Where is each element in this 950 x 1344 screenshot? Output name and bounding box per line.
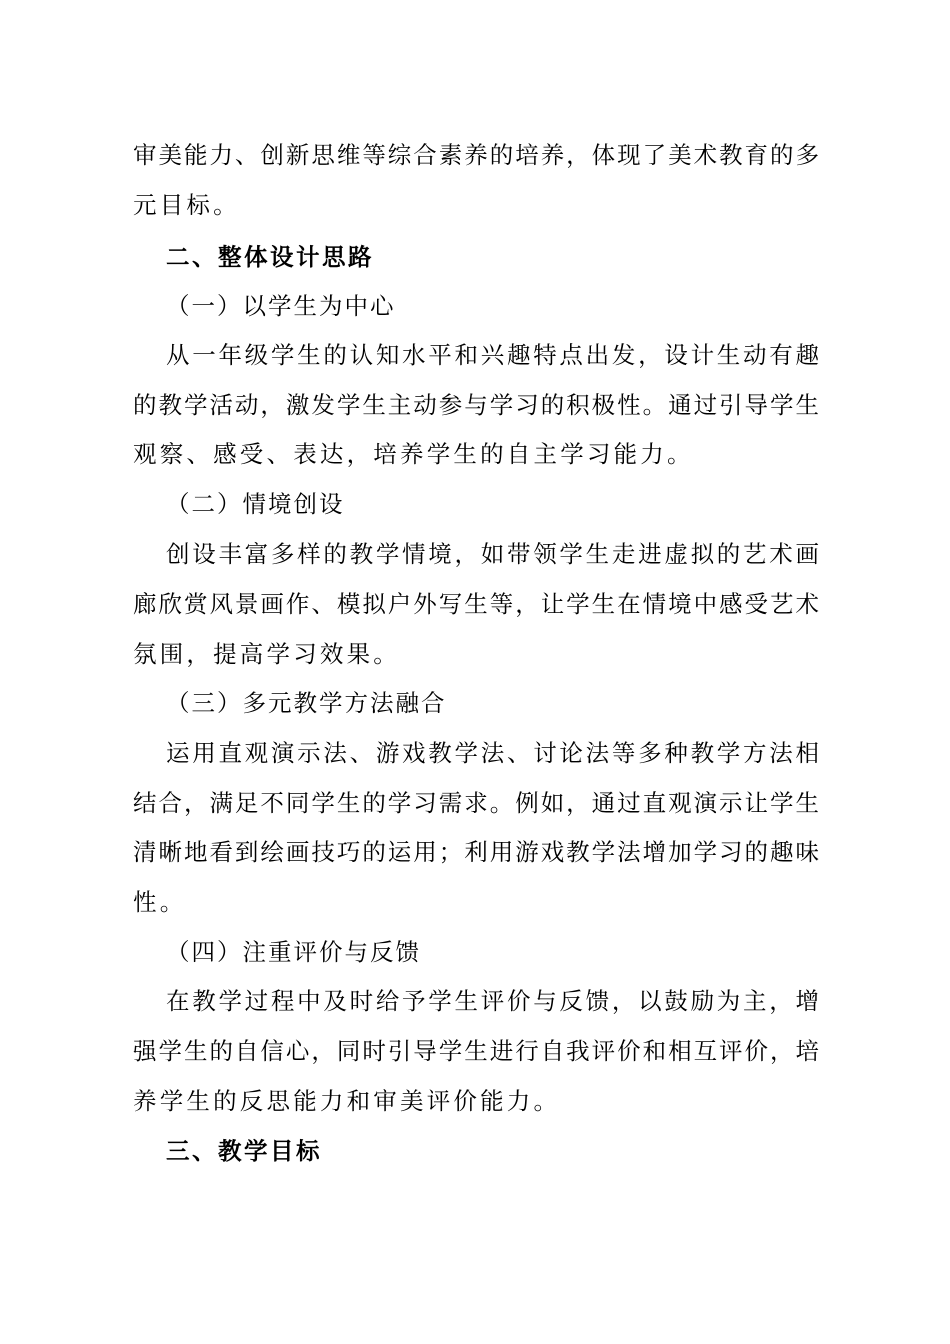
paragraph-line: 氛围，提高学习效果。: [133, 640, 400, 668]
paragraph-line: 在教学过程中及时给予学生评价与反馈，以鼓励为主，增: [166, 987, 819, 1015]
section-heading: 二、整体设计思路: [166, 243, 374, 271]
paragraph-line: 元目标。: [133, 191, 240, 219]
subsection-heading: （一）以学生为中心: [166, 292, 396, 320]
paragraph-line: 的教学活动，激发学生主动参与学习的积极性。通过引导学生: [133, 391, 819, 419]
paragraph-line: 审美能力、创新思维等综合素养的培养，体现了美术教育的多: [133, 141, 819, 169]
section-heading: 三、教学目标: [166, 1137, 322, 1165]
subsection-heading: （二）情境创设: [166, 490, 345, 518]
paragraph-line: 廊欣赏风景画作、模拟户外写生等，让学生在情境中感受艺术: [133, 590, 819, 618]
paragraph-line: 从一年级学生的认知水平和兴趣特点出发，设计生动有趣: [166, 341, 819, 369]
paragraph-line: 观察、感受、表达，培养学生的自主学习能力。: [133, 440, 694, 468]
paragraph-line: 结合，满足不同学生的学习需求。例如，通过直观演示让学生: [133, 789, 819, 817]
paragraph-line: 创设丰富多样的教学情境，如带领学生走进虚拟的艺术画: [166, 540, 819, 568]
paragraph-line: 强学生的自信心，同时引导学生进行自我评价和相互评价，培: [133, 1037, 819, 1065]
paragraph-line: 养学生的反思能力和审美评价能力。: [133, 1087, 561, 1115]
subsection-heading: （三）多元教学方法融合: [166, 689, 447, 717]
paragraph-line: 清晰地看到绘画技巧的运用；利用游戏教学法增加学习的趣味: [133, 838, 819, 866]
paragraph-line: 运用直观演示法、游戏教学法、讨论法等多种教学方法相: [166, 739, 819, 767]
paragraph-line: 性。: [133, 888, 187, 916]
subsection-heading: （四）注重评价与反馈: [166, 938, 421, 966]
